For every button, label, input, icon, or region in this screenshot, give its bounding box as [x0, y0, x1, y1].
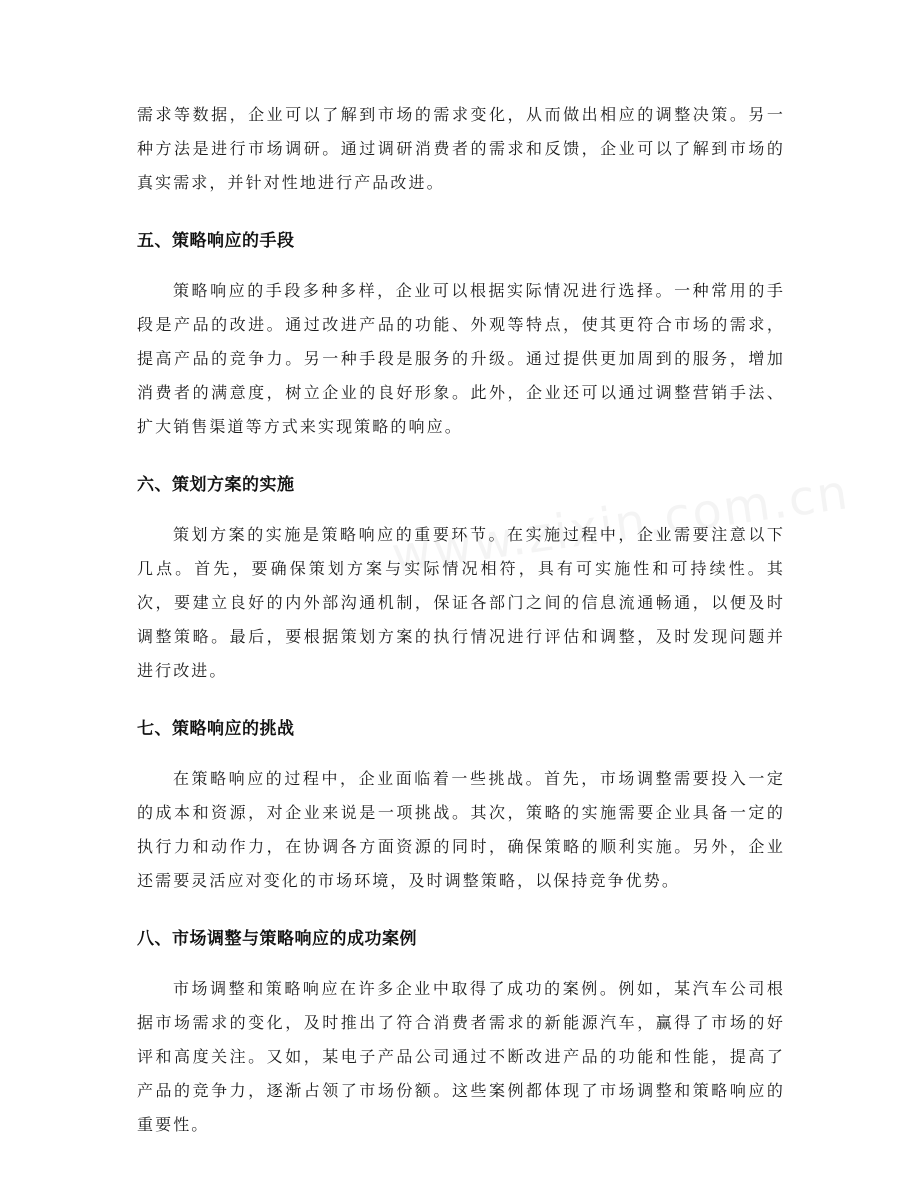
section-heading-5: 五、策略响应的手段	[137, 231, 295, 251]
paragraph-section-6: 策划方案的实施是策略响应的重要环节。在实施过程中，企业需要注意以下几点。首先，要确保策划方案与实际情况相符，具有可实施性和可持续性。其次，要建立良好的内外部沟通机制，保证各部门之间的信息流通畅通，以便及时调整策略。最后，要根据策划方案的执行情况进行评估和调整，及时发现问题并进行改进。	[137, 525, 785, 680]
section-heading-7: 七、策略响应的挑战	[137, 719, 295, 739]
section-heading-8: 八、市场调整与策略响应的成功案例	[137, 929, 417, 949]
paragraph-section-8: 市场调整和策略响应在许多企业中取得了成功的案例。例如，某汽车公司根据市场需求的变化，及时推出了符合消费者需求的新能源汽车，赢得了市场的好评和高度关注。又如，某电子产品公司通过不断改进产品的功能和性能，提高了产品的竞争力，逐渐占领了市场份额。这些案例都体现了市场调整和策略响应的重要性。	[137, 979, 785, 1134]
document-body	[137, 98, 785, 1142]
paragraph-section-7: 在策略响应的过程中，企业面临着一些挑战。首先，市场调整需要投入一定的成本和资源，对企业来说是一项挑战。其次，策略的实施需要企业具备一定的执行力和动作力，在协调各方面资源的同时，确保策略的顺利实施。另外，企业还需要灵活应对变化的市场环境，及时调整策略，以保持竞争优势。	[137, 769, 785, 890]
paragraph-section-5: 策略响应的手段多种多样，企业可以根据实际情况进行选择。一种常用的手段是产品的改进。通过改进产品的功能、外观等特点，使其更符合市场的需求，提高产品的竞争力。另一种手段是服务的升级。通过提供更加周到的服务，增加消费者的满意度，树立企业的良好形象。此外，企业还可以通过调整营销手法、扩大销售渠道等方式来实现策略的响应。	[137, 281, 785, 436]
section-heading-6: 六、策划方案的实施	[137, 475, 295, 495]
paragraph-intro-continued: 需求等数据，企业可以了解到市场的需求变化，从而做出相应的调整决策。另一种方法是进行市场调研。通过调研消费者的需求和反馈，企业可以了解到市场的真实需求，并针对性地进行产品改进。	[137, 105, 785, 192]
